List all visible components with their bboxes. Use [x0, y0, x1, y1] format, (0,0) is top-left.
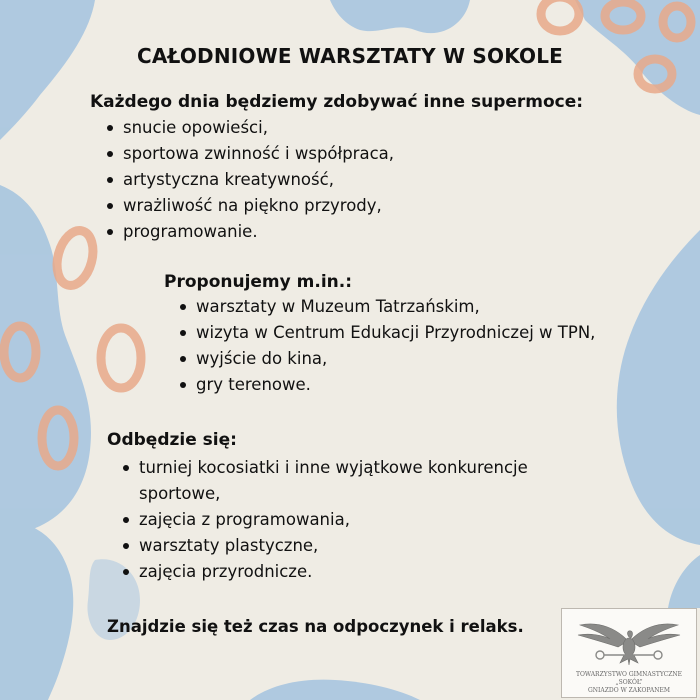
list-item: zajęcia przyrodnicze. [121, 559, 528, 585]
list-item: warsztaty plastyczne, [121, 533, 528, 559]
sokol-logo [561, 608, 697, 698]
section-odbedzie-list [121, 455, 528, 585]
section-supermoce-heading: Każdego dnia będziemy zdobywać inne supermoce: [90, 92, 584, 112]
list-item: programowanie. [105, 219, 394, 245]
list-item: warsztaty w Muzeum Tatrzańskim, [178, 294, 595, 320]
list-item: gry terenowe. [178, 372, 595, 398]
section-proponujemy-heading: Proponujemy m.in.: [164, 272, 353, 292]
section-supermoce-list [105, 115, 394, 245]
section-odbedzie-heading: Odbędzie się: [107, 430, 237, 450]
closing-text: Znajdzie się też czas na odpoczynek i relaks. [107, 617, 524, 636]
list-item-text: turniej kocosiatki i inne wyjątkowe konkurencje [139, 458, 528, 477]
falcon-emblem-icon [562, 611, 696, 671]
page-title: CAŁODNIOWE WARSZTATY W SOKOLE [136, 44, 564, 68]
logo-text-line1: TOWARZYSTWO GIMNASTYCZNE [575, 671, 683, 678]
list-item [121, 455, 528, 481]
list-item: artystyczna kreatywność, [105, 167, 394, 193]
logo-text-line2: „SOKÓŁ” [615, 679, 643, 686]
list-item: zajęcia z programowania, [121, 507, 528, 533]
list-item: wrażliwość na piękno przyrody, [105, 193, 394, 219]
section-proponujemy-list [178, 294, 595, 398]
list-item-continuation [121, 481, 528, 507]
list-item: wizyta w Centrum Edukacji Przyrodniczej w TPN, [178, 320, 595, 346]
list-item: snucie opowieści, [105, 115, 394, 141]
list-item-text: sportowe, [139, 484, 221, 503]
list-item: wyjście do kina, [178, 346, 595, 372]
list-item: sportowa zwinność i współpraca, [105, 141, 394, 167]
logo-text-line3: GNIAZDO W ZAKOPANEM [588, 687, 670, 694]
